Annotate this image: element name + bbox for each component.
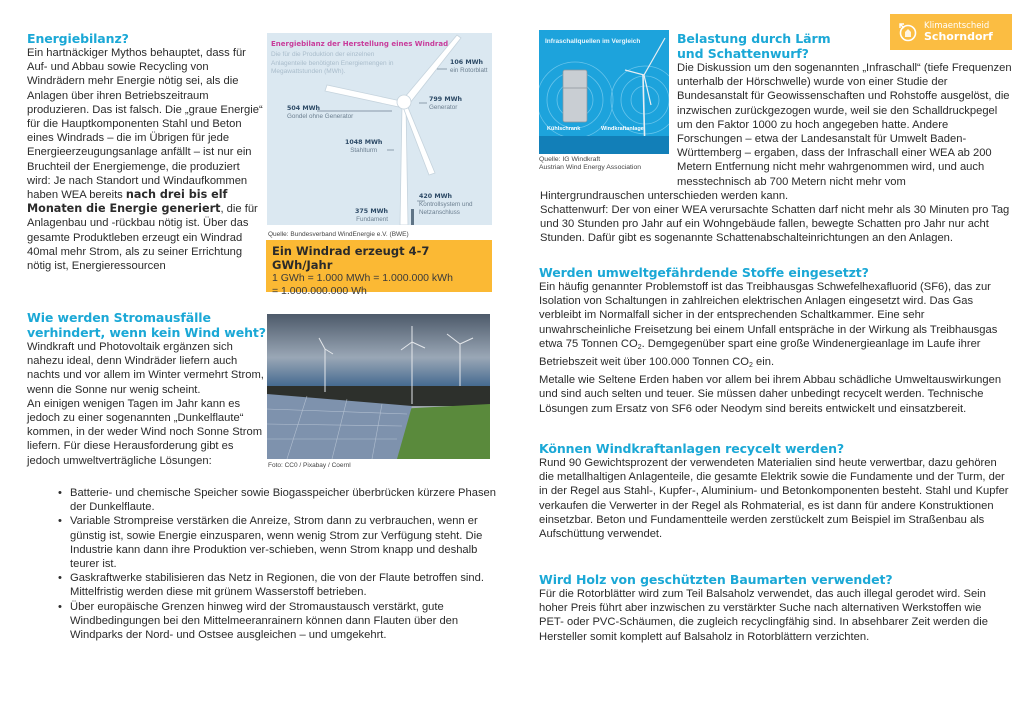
body2-stromausfall: An einigen wenigen Tagen im Jahr kann es jedoch zu einer sogenannten „Dunkelflaute“ kommen, in der weder Wind noch Sonne Strom liefern. Für diese Herausforderung gibt es jedoch umweltverträgliche Lösungen: <box>27 397 263 467</box>
right-page <box>512 0 1024 721</box>
section-recycling <box>539 441 1009 541</box>
section-stoffe <box>539 265 1009 416</box>
heading-energiebilanz: Energiebilanz? <box>27 31 129 46</box>
list-item: • Variable Strompreise verstärken die Anreize, Strom dann zu verbrauchen, wenn er günstig ist, sowie Energie einzusparen, wenn wenig Strom zur Verfügung steht. Die Industrie kann dann ihre Produktion ver-schieben, wenn Strom knapp und deshalb teurer ist. <box>56 514 496 571</box>
body-stoffe: Ein häufig genannter Problemstoff ist das Treibhausgas Schwefelhexafluorid (SF6), das zur Isolation von Schaltungen in zahlreichen elektrischen Anlagen eingesetzt wird. Das Gas verbleibt im Normalfall sicher in der entsprechenden Schaltkammer. Eine sehr unwahrscheinliche Freisetzung bei einem Unfall entspräche in der Wirkung als Treibhausgas etwa 75 Tonnen $CO_2$. Demgegenüber spart eine große Windenergieanlage im Laufe ihrer Betriebszeit weit über 100.000 Tonnen $CO_2$ ein. <box>539 281 998 370</box>
solar-wind-photo <box>267 314 490 459</box>
heading-holz: Wird Holz von geschützten Baumarten verwendet? <box>539 572 893 587</box>
highlight-line2: = 1.000.000.000 Wh <box>272 285 367 297</box>
body2-stoffe: Metalle wie Seltene Erden haben vor allem bei ihrem Abbau schädliche Umweltauswirkungen und sind auch selten und teuer. Sie müssen daher unbedingt recycelt werden. Technische Lösungen zum Ersatz von SF6 oder Neodym sind bereits entwickelt und einsatzbereit. <box>539 374 1002 415</box>
highlight-line1: 1 GWh = 1.000 MWh = 1.000.000 kWh <box>272 272 453 284</box>
label-windkraftanlage: Windkraftanlage <box>601 126 644 132</box>
label-kuehlschrank: Kühlschrank <box>547 126 581 132</box>
infographic-subtitle: Die für die Produktion der einzelnen Anlagenteile benötigten Energiemengen in Megawattstunden (MWh). <box>271 51 394 75</box>
body-laerm: Die Diskussion um den sogenannten „Infraschall“ (tiefe Frequenzen unterhalb der Hörschwelle) wurde von einer Studie der Bundesanstalt für Geowissenschaften und Rohstoffe ausgelöst, die inzwischen zurückgezogen wurde, weil sie den Schalldruckpegel um den Faktor 1000 zu hoch angegeben hatte. Andere Forschungen – etwa der Landesanstalt für Umwelt Baden-Württemberg – ergaben, dass der Infraschall einer WEA ab 200 Metern Entfernung nicht mehr wahrgenommen wird, und auch messtechnisch ab 700 Metern nicht mehr vom Hintergrundrauschen unterschieden werden kann. Schattenwurf: Der von einer WEA verursachte Schatten darf nicht mehr als 30 Minuten pro Tag und 30 Stunden pro Jahr auf ein Wohngebäude fallen, bewegte Schatten pro Jahr nur acht Stunden. Dafür gibt es sogenannte Schattenabschalteinrichtungen an den Anlagen. <box>540 62 1012 245</box>
body-recycling: Rund 90 Gewichtsprozent der verwendeten Materialien sind heute verwertbar, dazu gehören die metallhaltigen Anlagenteile, die gesamte Elektrik sowie die Fundamente und der Turm, der in der Regel aus Stahl-, Kupfer-, Aluminium- und Betonkomponenten besteht. Stahl und Kupfer verkaufen die Verwerter in der Regel als Rohmaterial, es ist dann für andere Konstruktionen einsetzbar. Beton und Fundamentteile werden zerstückelt zum Beispiel im Straßenbau als Aufschüttung verwendet. <box>539 457 1009 541</box>
label-stahlturm: 1048 MWh Stahlturm <box>345 139 383 154</box>
photo-credit: Foto: CC0 / Pixabay / Coernl <box>268 462 351 469</box>
infraschall-title: Infraschallquellen im Vergleich <box>545 38 641 45</box>
klimaentscheid-logo[interactable] <box>890 14 1012 50</box>
heading-recycling: Können Windkraftanlagen recycelt werden? <box>539 441 845 456</box>
body-holz: Für die Rotorblätter wird zum Teil Balsaholz verwendet, das auch illegal gerodet wird. Sein hoher Preis führt aber inzwischen zu verstärkter Suche nach alternativen Werkstoffen wie PET- oder PVC-Schäumen, die zugleich recyclingfähig sind. In absehbarer Zeit werden die Hersteller somit komplett auf Balsaholz in Rotorblättern verzichten. <box>539 588 988 643</box>
section-energiebilanz <box>27 31 265 273</box>
solutions-list <box>56 486 496 642</box>
label-generator: 799 MWh Generator <box>429 96 463 111</box>
logo-line1: Klimaentscheid <box>924 21 990 31</box>
heading-stoffe: Werden umweltgefährdende Stoffe eingesetzt? <box>539 265 869 280</box>
infographic-source: Quelle: Bundesverband WindEnergie e.V. (BWE) <box>268 231 409 238</box>
infraschall-source: Quelle: IG Windkraft Austrian Wind Energy Association <box>539 156 642 171</box>
heading-laerm: Belastung durch Lärm und Schattenwurf? <box>677 31 831 61</box>
infographic-title: Energiebilanz der Herstellung eines Windrad <box>271 40 449 48</box>
list-item: • Gaskraftwerke stabilisieren das Netz in Regionen, die von der Flaute betroffen sind. Mittelfristig werden diese mit grünem Wasserstoff betrieben. <box>56 571 496 599</box>
label-fundament: 375 MWh Fundament <box>355 208 389 223</box>
body-stromausfall: Windkraft und Photovoltaik ergänzen sich nahezu ideal, denn Windräder liefern auch nachts und vor allem im Winter vermehrt Strom, wenn die Sonne nur wenig scheint. <box>27 341 264 396</box>
solar-field-illustration <box>267 314 490 459</box>
list-item: • Batterie- und chemische Speicher sowie Biogasspeicher überbrücken kürzere Phasen der Dunkelflaute. <box>56 486 496 514</box>
label-gondel: 504 MWh Gondel ohne Generator <box>287 105 354 120</box>
label-rotorblatt: 106 MWh ein Rotorblatt <box>450 59 488 74</box>
list-item: • Über europäische Grenzen hinweg wird der Stromaustausch verstärkt, gute Windbedingungen bei den Mittelmeeranrainern können dann Flauten über den Windparks der Nord- und Ostsee ausgleichen – und umgekehrt. <box>56 600 496 643</box>
section-holz <box>539 572 1009 644</box>
logo-icon <box>898 22 918 42</box>
label-kontrollsystem: 420 MWh Kontrollsystem und Netzanschluss <box>419 193 473 216</box>
highlight-box <box>266 240 492 297</box>
heading-stromausfall: Wie werden Stromausfälle verhindert, wenn kein Wind weht? <box>27 310 266 340</box>
highlight-headline: Ein Windrad erzeugt 4-7 GWh/Jahr <box>272 244 430 272</box>
logo-line2: Schorndorf <box>924 30 993 43</box>
infographic-energiebilanz <box>267 33 492 225</box>
section-stromausfall <box>27 310 267 468</box>
body-energiebilanz: Ein hartnäckiger Mythos behauptet, dass für Auf- und Abbau sowie Recycling von Windrädern mehr Energie nötig sei, als die Anlagen über ihren Betriebszeitraum produzieren. Das ist falsch. Die „graue Energie“ für die Hauptkomponenten Stahl und Beton eines Windrads – die im Übrigen für jede Energieerzeugungsanlage anfällt – ist nur ein Bruchteil der Energiemenge, die produziert wird: Je nach Standort und Windaufkommen haben WEA bereits nach drei bis elf Monaten die Energie generiert, die für Anlagenbau und -rückbau nötig ist. Über das gesamte Produktleben erzeugt ein Windrad 40mal mehr Strom, als zu seiner Errichtung nötig ist, Energieressourcen <box>27 47 263 273</box>
